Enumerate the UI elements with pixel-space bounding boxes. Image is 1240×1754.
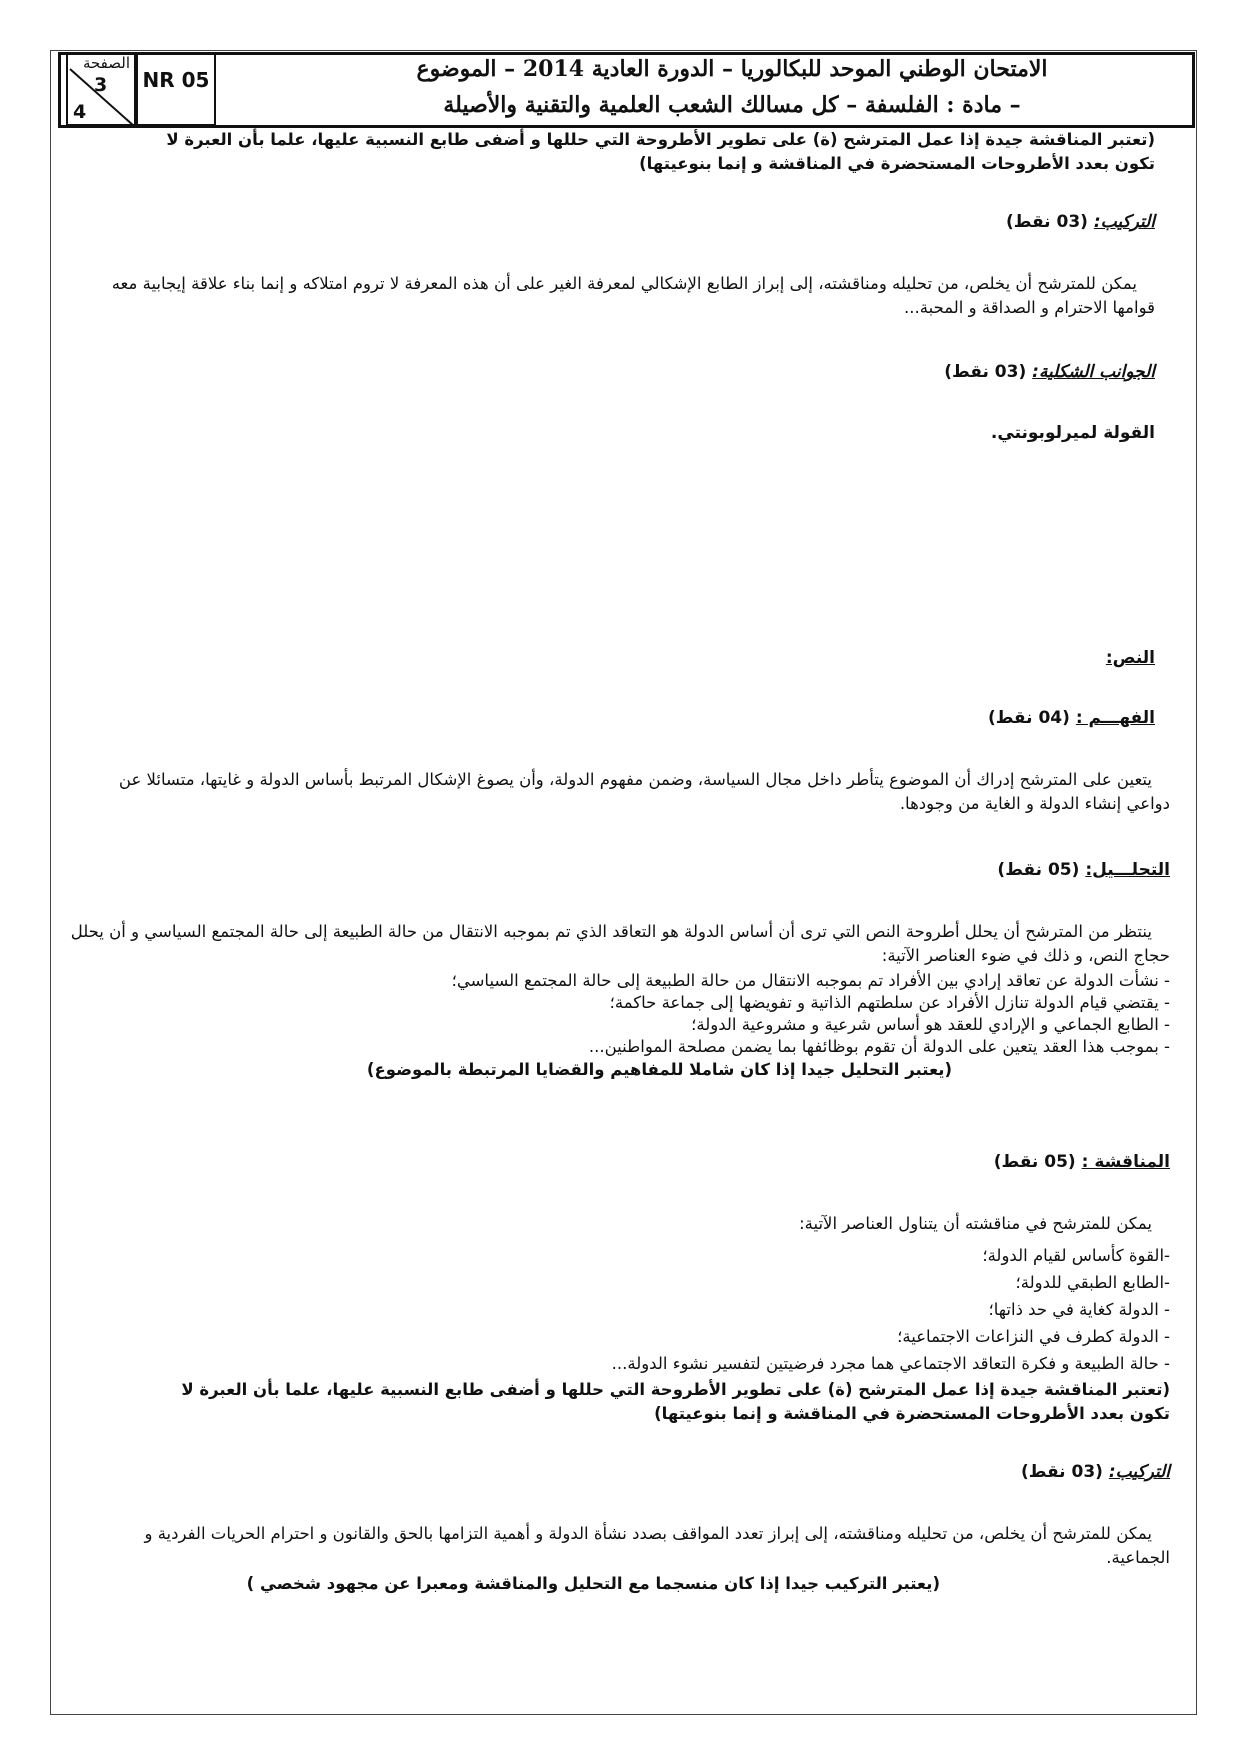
discussion-item: - الدولة كغاية في حد ذاتها؛ [988,1300,1170,1319]
analysis-item: - بموجب هذا العقد يتعين على الدولة أن تقوم بوظائفها بما يضمن مصلحة المواطنين... [588,1037,1170,1056]
analysis-items-list [170,970,1170,1058]
synthesis-note: (يعتبر التركيب جيدا إذا كان منسجما مع التحليل والمناقشة ومعبرا عن مجهود شخصي ) [246,1574,940,1593]
formal-aspects-heading [944,362,1155,382]
synthesis-points-2: (03 نقط) [1020,1462,1103,1482]
discussion-item: - حالة الطبيعة و فكرة التعاقد الاجتماعي هما مجرد فرضيتين لتفسير نشوء الدولة... [611,1354,1170,1373]
discussion-item: - الدولة كطرف في النزاعات الاجتماعية؛ [897,1327,1170,1346]
synthesis-title-2: التركيب: [1108,1462,1170,1482]
comprehension-heading [988,708,1155,728]
comprehension-points: (04 نقط) [987,708,1070,728]
comprehension-text: يتعين على المترشح إدراك أن الموضوع يتأطر داخل مجال السياسة، وضمن مفهوم الدولة، وأن يصوغ الإشكال المرتبط بأساس الدولة و غايتها، متسائلا عن دواعي إنشاء الدولة و الغاية من وجودها. [118,770,1170,813]
analysis-points: (05 نقط) [997,860,1080,880]
analysis-item: - الطابع الجماعي و الإرادي للعقد هو أساس شرعية و مشروعية الدولة؛ [691,1015,1170,1034]
synthesis-text-2: يمكن للمترشح أن يخلص، من تحليله ومناقشته، إلى إبراز تعدد المواقف بصدد نشأة الدولة و أهمية التزامها بالحق والقانون و احترام الحريات الفردية و الجماعية. [144,1524,1170,1567]
discussion-points: (05 نقط) [993,1152,1076,1172]
analysis-heading [997,860,1170,880]
synthesis-points-1: (03 نقط) [1005,212,1088,232]
analysis-item: - يقتضي قيام الدولة تنازل الأفراد عن سلطتهم الذاتية و تفويضها إلى جماعة حاكمة؛ [609,993,1170,1012]
header-title-line2: – مادة : الفلسفة – كل مسالك الشعب العلمية والتقنية والأصيلة [443,92,1021,118]
discussion-item: -القوة كأساس لقيام الدولة؛ [982,1246,1170,1265]
comprehension-title: الفهـــم : [1075,708,1155,728]
discussion-heading [994,1152,1170,1172]
analysis-item: - نشأت الدولة عن تعاقد إرادي بين الأفراد تم بموجبه الانتقال من حالة الطبيعة إلى حالة المجتمع السياسي؛ [451,971,1170,990]
synthesis-heading-1 [1006,212,1155,232]
page-total: 4 [73,101,87,123]
text-title: النص: [1105,648,1155,668]
text-heading [1106,648,1155,668]
discussion-items-list [170,1242,1170,1377]
discussion-evaluation-note: (تعتبر المناقشة جيدة إذا عمل المترشح (ة) على تطوير الأطروحة التي حللها و أضفى طابع النسبية عليها، علما بأن العبرة لا تكون بعدد الأطروحات المستحضرة في المناقشة و إنما بنوعيتها) [181,1380,1170,1423]
synthesis-title-1: التركيب: [1093,212,1155,232]
synthesis-text-1: يمكن للمترشح أن يخلص، من تحليله ومناقشته، إلى إبراز الطابع الإشكالي لمعرفة الغير على أن هذه المعرفة لا تروم امتلاكه و إنما بناء علاقة إيجابية معه قوامها الاحترام و الصداقة و المحبة... [111,274,1155,317]
discussion-title: المناقشة : [1081,1152,1170,1172]
discussion-item: -الطابع الطبقي للدولة؛ [1015,1273,1170,1292]
header-title-line1: الامتحان الوطني الموحد للبكالوريا – الدورة العادية 2014 – الموضوع [416,56,1048,82]
formal-aspects-title: الجوانب الشكلية: [1032,362,1155,382]
discussion-evaluation-note-top: (تعتبر المناقشة جيدة إذا عمل المترشح (ة) على تطوير الأطروحة التي حللها و أضفى طابع النسبية عليها، علما بأن العبرة لا تكون بعدد الأطروحات المستحضرة في المناقشة و إنما بنوعيتها) [166,130,1155,173]
analysis-title: التحلـــيل: [1085,860,1170,880]
quote-author: القولة لميرلوبونتي. [990,423,1155,443]
page-number: 3 [94,74,108,96]
page-label: الصفحة [82,54,130,72]
analysis-note: (يعتبر التحليل جيدا إذا كان شاملا للمفاهيم والقضايا المرتبطة بالموضوع) [366,1060,952,1079]
analysis-intro: ينتظر من المترشح أن يحلل أطروحة النص التي ترى أن أساس الدولة هو التعاقد الذي تم بموجبه الانتقال من حالة الطبيعة إلى حالة المجتمع السياسي و أن يحلل حجاج النص، و ذلك في ضوء العناصر الآتية: [70,922,1170,965]
formal-aspects-points: (03 نقط) [944,362,1027,382]
discussion-intro: يمكن للمترشح في مناقشته أن يتناول العناصر الآتية: [799,1214,1152,1233]
synthesis-heading-2 [1021,1462,1170,1482]
page-number-box [66,53,136,126]
exam-code: NR 05 [136,53,216,126]
